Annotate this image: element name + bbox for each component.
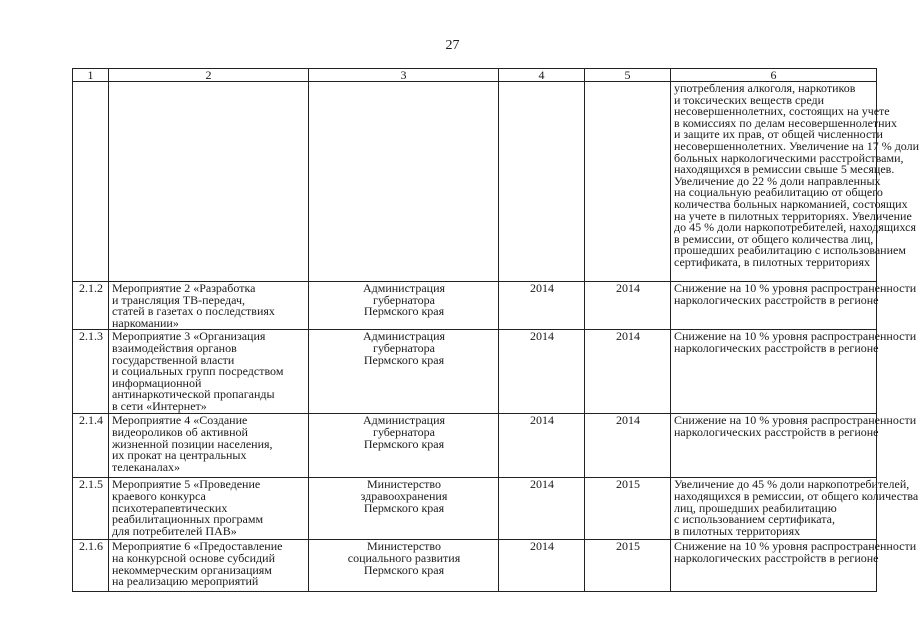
row-number: 2.1.3: [73, 330, 109, 414]
continuation-result-cell: [671, 81, 919, 282]
column-header: 6: [671, 69, 877, 82]
text-line: Министерство: [367, 477, 441, 492]
text-line: на социальную реабилитацию от общего: [674, 185, 883, 200]
continuation-end-cell: [585, 82, 671, 282]
start-year-cell: 2014: [499, 540, 585, 592]
column-header: 2: [109, 69, 309, 82]
text-line: до 45 % доли наркопотребителей, находящихся: [674, 220, 916, 235]
executor-cell: [309, 478, 499, 540]
continuation-row: [73, 82, 877, 282]
continuation-start-cell: [499, 82, 585, 282]
text-line: психотерапевтических: [112, 500, 228, 515]
start-year-cell: 2014: [499, 282, 585, 330]
text-line: губернатора: [373, 340, 435, 355]
text-line: для потребителей ПАВ»: [112, 523, 237, 538]
text-line: наркомании»: [112, 315, 179, 330]
program-table: [72, 68, 919, 592]
executor-cell: [309, 414, 499, 478]
text-line: государственной власти: [112, 352, 235, 367]
table-row: [73, 478, 877, 540]
event-cell: [109, 540, 309, 592]
result-cell: [671, 477, 919, 540]
start-year-cell: 2014: [499, 478, 585, 540]
end-year-cell: 2015: [585, 540, 671, 592]
table-row: [73, 330, 877, 414]
text-line: видеороликов об активной: [112, 424, 248, 439]
text-line: и социальных групп посредством: [112, 364, 284, 379]
table-row: [73, 414, 877, 478]
text-line: Пермского края: [363, 352, 445, 367]
event-cell: [109, 478, 309, 540]
text-line: Увеличение до 45 % доли наркопотребителей,: [674, 477, 910, 492]
text-line: в пилотных территориях: [674, 523, 801, 538]
executor-cell: [309, 282, 499, 330]
page-number: 27: [445, 38, 460, 53]
end-year-cell: 2014: [585, 414, 671, 478]
text-line: Пермского края: [363, 500, 445, 515]
text-line: губернатора: [373, 292, 435, 307]
text-line: находящихся в ремиссии свыше 5 месяцев.: [674, 162, 895, 177]
text-line: Администрация: [362, 281, 446, 295]
end-year-cell: 2014: [585, 282, 671, 330]
text-line: прошедших реабилитацию с использованием: [674, 243, 906, 258]
text-line: находящихся в ремиссии, от общего количества: [674, 488, 919, 503]
continuation-event-cell: [109, 82, 309, 282]
text-line: Пермского края: [363, 304, 445, 319]
column-header: 3: [309, 69, 499, 82]
text-line: наркологических расстройств в регионе: [674, 424, 879, 439]
text-line: краевого конкурса: [112, 488, 206, 503]
text-line: в комиссиях по делам несовершеннолетних: [674, 115, 897, 130]
start-year-cell: 2014: [499, 414, 585, 478]
text-line: наркологических расстройств в регионе: [674, 550, 879, 565]
text-line: взаимодействия органов: [112, 340, 237, 355]
executor-cell: [309, 540, 499, 592]
table-row: [73, 282, 877, 330]
text-line: Мероприятие 3 «Организация: [112, 329, 266, 344]
text-line: и защите их прав, от общей численности: [674, 127, 883, 142]
text-line: на конкурсной основе субсидий: [112, 550, 276, 565]
text-line: лиц, прошедших реабилитацию: [674, 500, 837, 515]
text-line: губернатора: [373, 424, 435, 439]
text-line: информационной: [112, 375, 202, 390]
text-line: Администрация: [362, 413, 446, 428]
text-line: телеканалах»: [112, 459, 181, 474]
end-year-cell: 2015: [585, 478, 671, 540]
text-line: Снижение на 10 % уровня распространенности: [674, 413, 917, 428]
row-number: 2.1.2: [73, 282, 109, 330]
text-line: социального развития: [347, 550, 461, 565]
text-line: здравоохранения: [360, 488, 448, 503]
text-line: Снижение на 10 % уровня распространенности: [674, 281, 917, 295]
column-header: 5: [585, 69, 671, 82]
text-line: статей в газетах о последствиях: [112, 304, 275, 319]
text-line: жизненной позиции населения,: [112, 436, 273, 451]
text-line: Пермского края: [363, 562, 445, 577]
text-line: Министерство: [367, 539, 441, 554]
text-line: несовершеннолетних, состоящих на учете: [674, 104, 890, 119]
result-cell: [671, 413, 917, 478]
text-line: Мероприятие 4 «Создание: [112, 413, 248, 428]
end-year-cell: 2014: [585, 330, 671, 414]
text-line: в ремиссии, от общего количества лиц,: [674, 231, 874, 246]
text-line: и токсических веществ среди: [674, 92, 825, 107]
result-cell: [671, 329, 917, 414]
text-line: в сети «Интернет»: [112, 398, 207, 413]
text-line: несовершеннолетних. Увеличение на 17 % доли: [674, 138, 919, 153]
continuation-executor-cell: [309, 82, 499, 282]
event-cell: [109, 414, 309, 478]
text-line: их прокат на центральных: [112, 448, 247, 463]
text-line: больных наркологическими расстройствами,: [674, 150, 904, 165]
row-number: 2.1.5: [73, 478, 109, 540]
text-line: Мероприятие 6 «Предоставление: [112, 539, 283, 554]
text-line: употребления алкоголя, наркотиков: [674, 81, 856, 95]
text-line: количества больных наркоманией, состоящих: [674, 196, 908, 211]
row-number: 2.1.4: [73, 414, 109, 478]
text-line: на реализацию мероприятий: [112, 574, 259, 589]
text-line: Снижение на 10 % уровня распространенности: [674, 329, 917, 344]
text-line: Администрация: [362, 329, 446, 344]
event-cell: [109, 330, 309, 414]
text-line: антинаркотической пропаганды: [112, 387, 275, 402]
start-year-cell: 2014: [499, 330, 585, 414]
column-header: 1: [73, 69, 109, 82]
text-line: сертификата, в пилотных территориях: [674, 254, 870, 269]
text-line: Снижение на 10 % уровня распространенности: [674, 539, 917, 554]
event-cell: [109, 282, 309, 330]
text-line: на учете в пилотных территориях. Увеличение: [674, 208, 912, 223]
text-line: Мероприятие 5 «Проведение: [112, 477, 261, 492]
text-line: Пермского края: [363, 436, 445, 451]
text-line: некоммерческим организациям: [112, 562, 272, 577]
row-number: 2.1.6: [73, 540, 109, 592]
table-row: [73, 540, 877, 592]
column-header: 4: [499, 69, 585, 82]
text-line: и трансляция ТВ-передач,: [112, 292, 245, 307]
table-header-row: [73, 69, 877, 82]
text-line: с использованием сертификата,: [674, 512, 835, 527]
text-line: Мероприятие 2 «Разработка: [112, 281, 256, 295]
result-cell: [671, 539, 917, 592]
text-line: Увеличение до 22 % доли направленных: [674, 173, 881, 188]
text-line: реабилитационных программ: [112, 512, 264, 527]
text-line: наркологических расстройств в регионе: [674, 340, 879, 355]
text-line: наркологических расстройств в регионе: [674, 292, 879, 307]
executor-cell: [309, 330, 499, 414]
continuation-num-cell: [73, 82, 109, 282]
result-cell: [671, 281, 917, 330]
